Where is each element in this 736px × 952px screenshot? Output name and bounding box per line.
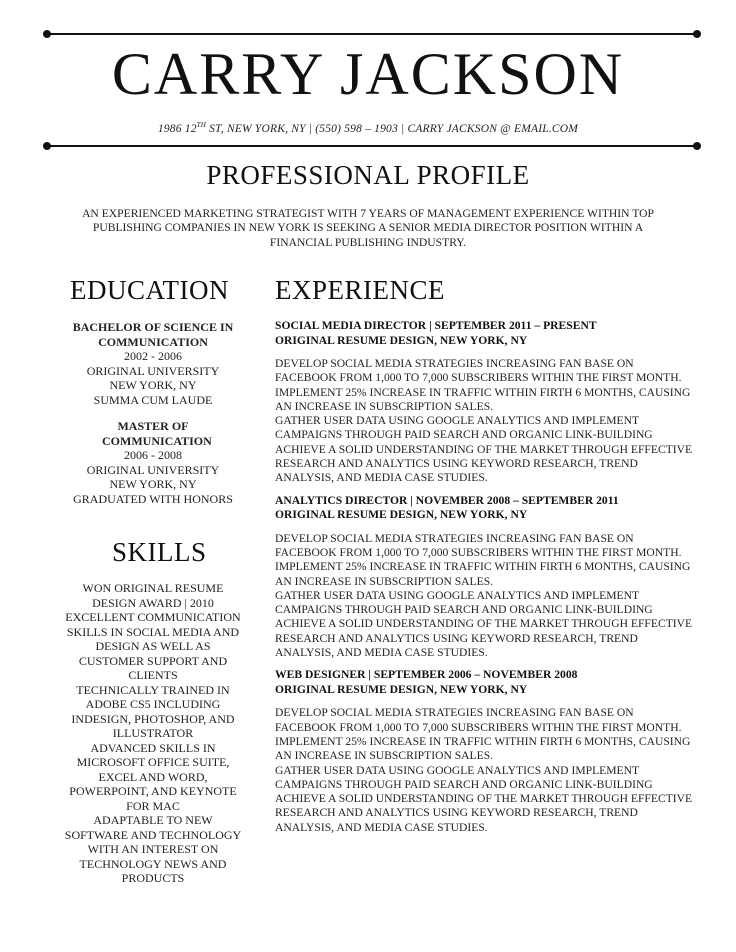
education-note: GRADUATED WITH HONORS [73,491,233,506]
job-duty: DEVELOP SOCIAL MEDIA STRATEGIES INCREASING FAN BASE ON FACEBOOK FROM 1,000 TO 7,000 SUBSCRIBERS WITHIN THE FIRST MONTH. [275,357,682,385]
top-divider [47,33,697,35]
job-duty: GATHER USER DATA USING GOOGLE ANALYTICS AND IMPLEMENT CAMPAIGNS THROUGH PAID SEARCH AND ORGANIC LINK-BUILDING [275,414,653,442]
education-note: SUMMA CUM LAUDE [93,392,213,407]
education-years: 2002 - 2006 [124,349,182,363]
experience-heading: EXPERIENCE [275,275,445,305]
education-list [62,320,244,518]
job-duty: DEVELOP SOCIAL MEDIA STRATEGIES INCREASING FAN BASE ON FACEBOOK FROM 1,000 TO 7,000 SUBSCRIBERS WITHIN THE FIRST MONTH. [275,531,682,559]
job-heading: WEB DESIGNER | SEPTEMBER 2006 – NOVEMBER 2008 [275,668,578,682]
job-entry [275,668,695,835]
education-heading: EDUCATION [70,275,229,305]
job-duties [275,357,695,486]
profile-heading: PROFESSIONAL PROFILE [206,160,530,190]
job-heading: SOCIAL MEDIA DIRECTOR | SEPTEMBER 2011 – PRESENT [275,319,597,332]
education-entry [62,320,244,407]
skill-item: ADVANCED SKILLS IN MICROSOFT OFFICE SUITE, EXCEL AND WORD, POWERPOINT, AND KEYNOTE FOR MAC [69,740,237,813]
job-heading: ANALYTICS DIRECTOR | NOVEMBER 2008 – SEPTEMBER 2011 [275,493,619,507]
education-school: ORIGINAL UNIVERSITY [86,363,220,378]
job-duty: ACHIEVE A SOLID UNDERSTANDING OF THE MARKET THROUGH EFFECTIVE RESEARCH AND ANALYTICS USING KEYWORD RESEARCH, TREND ANALYSIS, AND MEDIA CASE STUDIES. [275,792,693,834]
degree-title: MASTER OF COMMUNICATION [102,419,212,448]
contact-ordinal-suffix: TH [196,121,207,129]
contact-line [0,121,736,135]
job-duties [275,706,695,835]
education-location: NEW YORK, NY [109,477,197,491]
profile-summary: AN EXPERIENCED MARKETING STRATEGIST WITH 7 YEARS OF MANAGEMENT EXPERIENCE WITHIN TOP PUBLISHING COMPANIES IN NEW YORK IS SEEKING A SENIOR MEDIA DIRECTOR POSITION WITHIN A FINANCIAL PUBLISHING INDUSTRY. [82,207,654,249]
contact-details: ST, NEW YORK, NY | (550) 598 – 1903 | CARRY JACKSON @ EMAIL.COM [206,122,579,135]
education-school: ORIGINAL UNIVERSITY [86,462,220,477]
contact-address-number: 1986 12 [157,122,197,135]
education-location: NEW YORK, NY [109,378,197,392]
skill-item: TECHNICALLY TRAINED IN ADOBE CS5 INCLUDING INDESIGN, PHOTOSHOP, AND ILLUSTRATOR [71,682,235,740]
degree-title: BACHELOR OF SCIENCE IN COMMUNICATION [72,320,234,349]
header-divider [47,145,697,147]
skill-item: EXCELLENT COMMUNICATION SKILLS IN SOCIAL MEDIA AND DESIGN AS WELL AS CUSTOMER SUPPORT AND CLIENTS [65,610,241,682]
skill-item: WON ORIGINAL RESUME DESIGN AWARD | 2010 [82,581,224,610]
job-duty: GATHER USER DATA USING GOOGLE ANALYTICS AND IMPLEMENT CAMPAIGNS THROUGH PAID SEARCH AND ORGANIC LINK-BUILDING [275,763,653,791]
job-duty: IMPLEMENT 25% INCREASE IN TRAFFIC WITHIN FIRTH 6 MONTHS, CAUSING AN INCREASE IN SUBSCRIPTION SALES. [275,560,691,588]
candidate-name: CARRY JACKSON [111,41,625,107]
job-company: ORIGINAL RESUME DESIGN, NEW YORK, NY [275,508,528,522]
job-duty: ACHIEVE A SOLID UNDERSTANDING OF THE MARKET THROUGH EFFECTIVE RESEARCH AND ANALYTICS USING KEYWORD RESEARCH, TREND ANALYSIS, AND MEDIA CASE STUDIES. [275,442,693,485]
skills-heading: SKILLS [112,537,207,567]
education-entry [62,419,244,506]
job-entry [275,494,695,661]
job-company: ORIGINAL RESUME DESIGN, NEW YORK, NY [275,682,528,696]
job-company: ORIGINAL RESUME DESIGN, NEW YORK, NY [275,333,528,347]
job-duties [275,532,695,661]
job-duty: IMPLEMENT 25% INCREASE IN TRAFFIC WITHIN FIRTH 6 MONTHS, CAUSING AN INCREASE IN SUBSCRIPTION SALES. [275,385,691,413]
job-duty: DEVELOP SOCIAL MEDIA STRATEGIES INCREASING FAN BASE ON FACEBOOK FROM 1,000 TO 7,000 SUBSCRIBERS WITHIN THE FIRST MONTH. [275,706,682,734]
job-duty: GATHER USER DATA USING GOOGLE ANALYTICS AND IMPLEMENT CAMPAIGNS THROUGH PAID SEARCH AND ORGANIC LINK-BUILDING [275,588,653,617]
skills-list [62,581,244,886]
education-years: 2006 - 2008 [124,448,182,462]
job-duty: ACHIEVE A SOLID UNDERSTANDING OF THE MARKET THROUGH EFFECTIVE RESEARCH AND ANALYTICS USING KEYWORD RESEARCH, TREND ANALYSIS, AND MEDIA CASE STUDIES. [275,617,693,660]
experience-list [275,319,695,843]
job-duty: IMPLEMENT 25% INCREASE IN TRAFFIC WITHIN FIRTH 6 MONTHS, CAUSING AN INCREASE IN SUBSCRIPTION SALES. [275,734,691,763]
job-entry [275,319,695,486]
skill-item: ADAPTABLE TO NEW SOFTWARE AND TECHNOLOGY WITH AN INTEREST ON TECHNOLOGY NEWS AND PRODUCTS [64,813,242,885]
